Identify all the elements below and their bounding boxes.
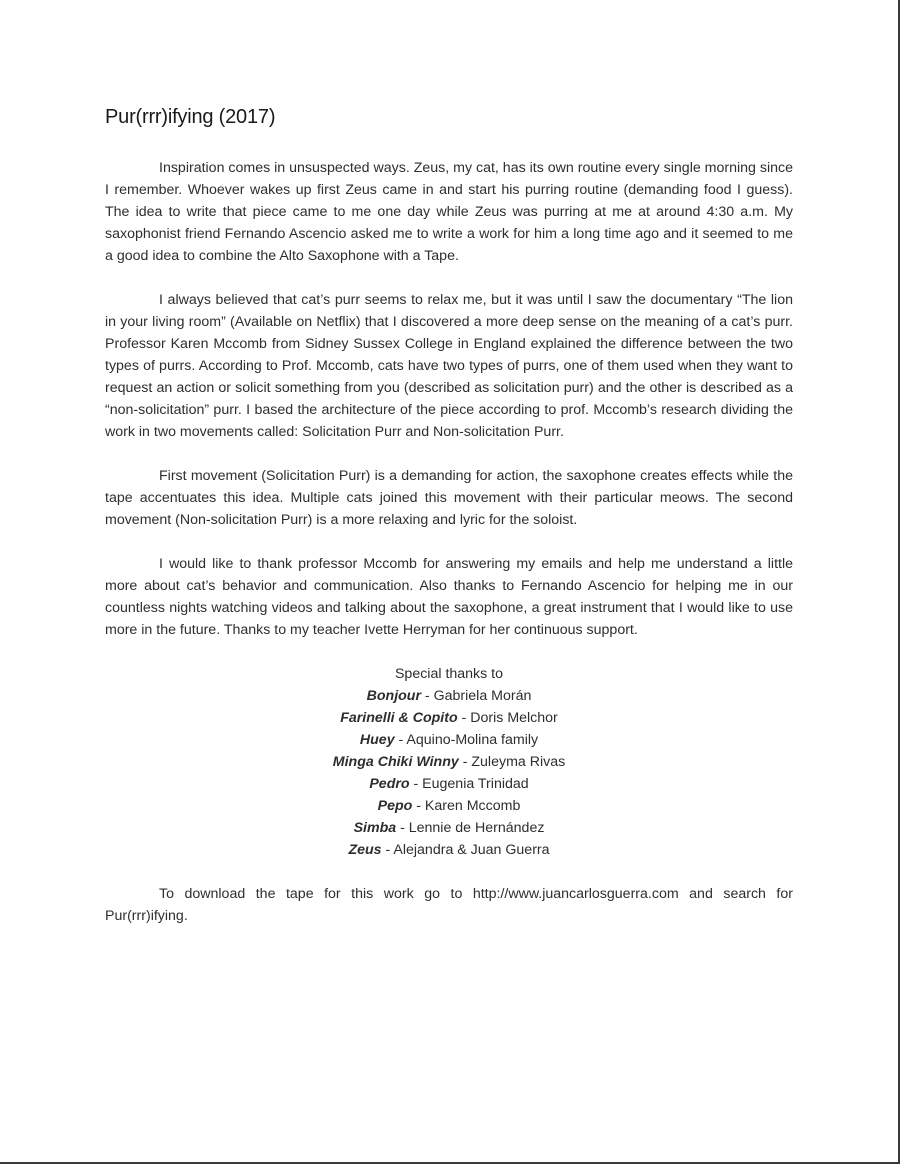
- page-title: Pur(rrr)ifying (2017): [105, 106, 276, 128]
- paragraph-download-info: To download the tape for this work go to http://www.juancarlosguerra.com and search for Pur(rrr)ifying.: [105, 886, 793, 924]
- paragraph-movements: First movement (Solicitation Purr) is a demanding for action, the saxophone creates effects while the tape accentuates this idea. Multiple cats joined this movement with their particular meows. The second movement (Non-solicitation Purr) is a more relaxing and lyric for the soloist.: [105, 468, 793, 528]
- cat-name: Pedro: [369, 776, 410, 792]
- thanks-entry: [105, 685, 793, 707]
- cat-name: Huey: [359, 732, 395, 748]
- owner-name: - Eugenia Trinidad: [409, 776, 529, 792]
- cat-name: Minga Chiki Winny: [332, 754, 459, 770]
- thanks-entry: [105, 773, 793, 795]
- owner-name: - Karen Mccomb: [412, 798, 521, 814]
- cat-name: Farinelli & Copito: [340, 710, 458, 726]
- thanks-entry: [105, 795, 793, 817]
- owner-name: - Doris Melchor: [457, 710, 558, 726]
- cat-name: Bonjour: [366, 688, 421, 704]
- owner-name: - Alejandra & Juan Guerra: [381, 842, 550, 858]
- paragraph-purr-research: I always believed that cat’s purr seems to relax me, but it was until I saw the documentary “The lion in your living room” (Available on Netflix) that I discovered a more deep sense on the meaning of a cat’s purr. Professor Karen Mccomb from Sidney Sussex College in England explained the difference between the two types of purrs. According to Prof. Mccomb, cats have two types of purrs, one of them used when they want to request an action or solicit something from you (described as solicitation purr) and the other is described as a “non-solicitation” purr. I based the architecture of the piece according to prof. Mccomb’s research dividing the work in two movements called: Solicitation Purr and Non-solicitation Purr.: [105, 292, 793, 440]
- owner-name: - Gabriela Morán: [420, 688, 532, 704]
- paragraph-acknowledgements: I would like to thank professor Mccomb for answering my emails and help me understand a little more about cat’s behavior and communication. Also thanks to Fernando Ascencio for helping me in our countless nights watching videos and talking about the saxophone, a great instrument that I would like to use more in the future. Thanks to my teacher Ivette Herryman for her continuous support.: [105, 556, 793, 638]
- thanks-entry: [105, 729, 793, 751]
- thanks-entry: [105, 839, 793, 861]
- thanks-entry: [105, 817, 793, 839]
- owner-name: - Lennie de Hernández: [396, 820, 545, 836]
- paragraph-inspiration: Inspiration comes in unsuspected ways. Zeus, my cat, has its own routine every single morning since I remember. Whoever wakes up first Zeus came in and start his purring routine (demanding food I guess). The idea to write that piece came to me one day while Zeus was purring at me at around 4:30 a.m. My saxophonist friend Fernando Ascencio asked me to write a work for him a long time ago and it seemed to me a good idea to combine the Alto Saxophone with a Tape.: [105, 160, 794, 264]
- cat-name: Pepo: [377, 798, 413, 814]
- thanks-entry: [105, 751, 793, 773]
- special-thanks-heading: Special thanks to: [394, 666, 504, 682]
- cat-name: Zeus: [348, 842, 382, 858]
- document-body: [105, 157, 793, 949]
- owner-name: - Zuleyma Rivas: [458, 754, 566, 770]
- owner-name: - Aquino-Molina family: [394, 732, 539, 748]
- special-thanks-section: [105, 663, 793, 861]
- cat-name: Simba: [353, 820, 397, 836]
- thanks-entry: [105, 707, 793, 729]
